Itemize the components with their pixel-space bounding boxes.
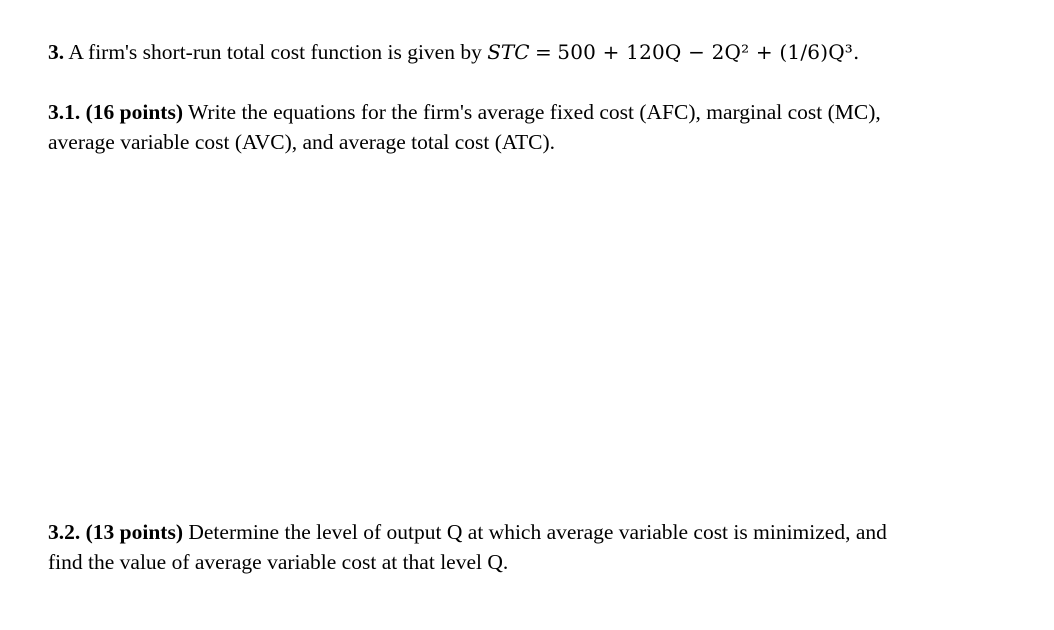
equals-sign: =	[534, 40, 552, 64]
part-number: 3.1.	[48, 100, 81, 124]
part-text-line-2: find the value of average variable cost at that level Q.	[48, 550, 509, 574]
answer-space	[48, 160, 1008, 500]
sentence-period: .	[853, 40, 860, 64]
part-3-1	[48, 97, 1008, 157]
function-name: STC	[487, 40, 530, 64]
question-number: 3.	[48, 40, 65, 64]
part-number: 3.2.	[48, 520, 81, 544]
cost-function-expression: 500 + 120Q − 2Q² + (1/6)Q³	[557, 40, 854, 64]
part-text-line-1: Determine the level of output Q at which average variable cost is minimized, and	[188, 520, 887, 544]
part-3-2	[48, 517, 1008, 577]
part-text-line-1: Write the equations for the firm's average fixed cost (AFC), marginal cost (MC),	[187, 100, 881, 124]
question-intro: A firm's short-run total cost function is given by	[68, 40, 482, 64]
question-3	[48, 37, 1008, 67]
points-label: (13 points)	[85, 520, 183, 544]
points-label: (16 points)	[85, 100, 183, 124]
part-text-line-2: average variable cost (AVC), and average total cost (ATC).	[48, 130, 556, 154]
